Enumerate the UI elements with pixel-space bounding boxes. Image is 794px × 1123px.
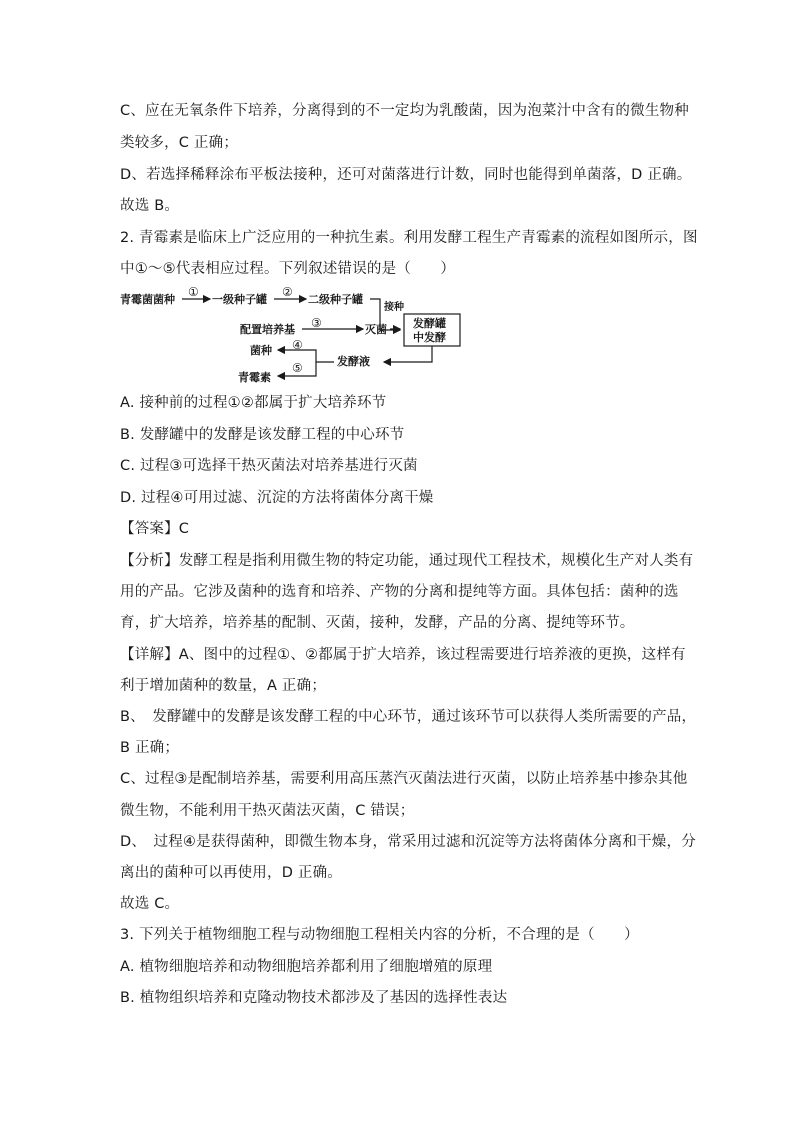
text-line: D、若选择稀释涂布平板法接种，还可对菌落进行计数，同时也能得到单菌落，D 正确。 bbox=[120, 167, 692, 183]
explanation: B、 发酵罐中的发酵是该发酵工程的中心环节，通过该环节可以获得人类所需要的产品， bbox=[120, 709, 697, 725]
node-strain-out: 菌种 bbox=[250, 344, 272, 357]
analysis: 【分析】发酵工程是指利用微生物的特定功能，通过现代工程技术，规模化生产对人类有 bbox=[120, 553, 694, 569]
node-fermenter: 中发酵 bbox=[413, 331, 446, 344]
option-b: B. 发酵罐中的发酵是该发酵工程的中心环节 bbox=[120, 427, 405, 443]
explanation: D、 过程④是获得菌种，即微生物本身，常采用过滤和沉淀等方法将菌体分离和干燥，分 bbox=[120, 834, 696, 850]
node-penicillium-strain: 青霉菌菌种 bbox=[120, 293, 175, 306]
option-b: B. 植物组织培养和克隆动物技术都涉及了基因的选择性表达 bbox=[120, 990, 508, 1006]
option-d: D. 过程④可用过滤、沉淀的方法将菌体分离干燥 bbox=[120, 490, 434, 506]
question-3-stem: 3. 下列关于植物细胞工程与动物细胞工程相关内容的分析，不合理的是（ ） bbox=[120, 927, 639, 943]
step-2: ② bbox=[282, 285, 293, 299]
explanation: 利于增加菌种的数量，A 正确； bbox=[120, 678, 327, 694]
option-a: A. 接种前的过程①②都属于扩大培养环节 bbox=[120, 395, 387, 411]
node-fermenter: 发酵罐 bbox=[413, 317, 446, 330]
question-2-stem: 2. 青霉素是临床上广泛应用的一种抗生素。利用发酵工程生产青霉素的流程如图所示，图 bbox=[120, 230, 698, 246]
step-4: ④ bbox=[292, 338, 303, 352]
text-line: 类较多，C 正确； bbox=[120, 135, 239, 151]
explanation: C、过程③是配制培养基，需要利用高压蒸汽灭菌法进行灭菌，以防止培养基中掺杂其他 bbox=[120, 771, 688, 787]
explanation: 微生物，不能利用干热灭菌法灭菌，C 错误； bbox=[120, 803, 415, 819]
question-2-stem: 中①～⑤代表相应过程。下列叙述错误的是（ ） bbox=[120, 261, 456, 277]
label-inoculate: 接种 bbox=[384, 302, 404, 313]
step-5: ⑤ bbox=[292, 361, 303, 375]
answer: 【答案】C bbox=[120, 521, 190, 537]
step-3: ③ bbox=[311, 316, 322, 330]
node-prepare-medium: 配置培养基 bbox=[240, 323, 295, 336]
explanation: B 正确； bbox=[120, 740, 180, 756]
explanation: 【详解】A、图中的过程①、②都属于扩大培养，该过程需要进行培养液的更换，这样有 bbox=[120, 647, 686, 663]
analysis: 育，扩大培养，培养基的配制、灭菌，接种，发酵，产品的分离、提纯等环节。 bbox=[120, 615, 635, 631]
node-primary-seed-tank: 一级种子罐 bbox=[212, 293, 267, 306]
conclusion: 故选 C。 bbox=[120, 896, 180, 912]
option-c: C. 过程③可选择干热灭菌法对培养基进行灭菌 bbox=[120, 458, 418, 474]
node-secondary-seed-tank: 二级种子罐 bbox=[308, 293, 363, 306]
option-a: A. 植物细胞培养和动物细胞培养都利用了细胞增殖的原理 bbox=[120, 959, 493, 975]
analysis: 用的产品。它涉及菌种的选育和培养、产物的分离和提纯等方面。具体包括：菌种的选 bbox=[120, 584, 679, 600]
step-1: ① bbox=[188, 285, 199, 299]
node-penicillin: 青霉素 bbox=[238, 371, 271, 384]
explanation: 离出的菌种可以再使用，D 正确。 bbox=[120, 865, 342, 881]
text-line: C、应在无氧条件下培养，分离得到的不一定均为乳酸菌，因为泡菜汁中含有的微生物种 bbox=[120, 103, 689, 119]
node-sterilize: 灭菌 bbox=[365, 323, 387, 336]
penicillin-flow-diagram bbox=[112, 282, 472, 390]
node-broth: 发酵液 bbox=[337, 355, 370, 368]
text-line: 故选 B。 bbox=[120, 198, 180, 214]
